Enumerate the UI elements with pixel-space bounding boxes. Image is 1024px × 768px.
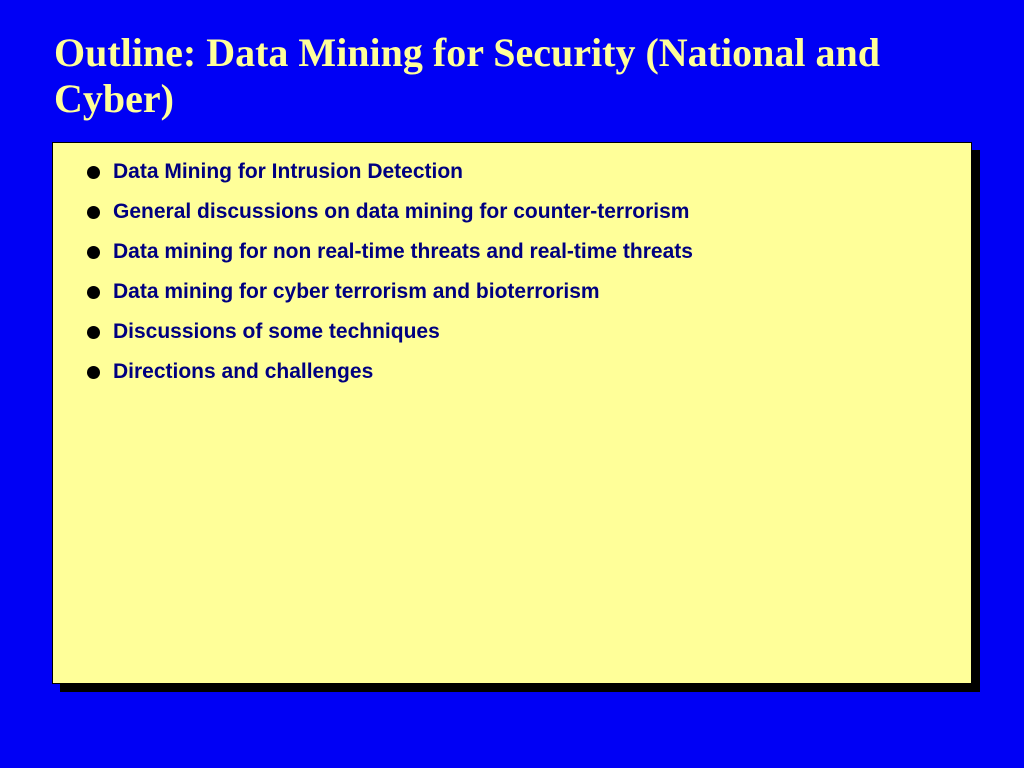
bullet-list (87, 152, 693, 392)
bullet-item (87, 352, 693, 392)
bullet-text: Directions and challenges (113, 360, 374, 383)
bullet-text: Data Mining for Intrusion Detection (113, 160, 463, 183)
bullet-item (87, 232, 693, 272)
bullet-item (87, 192, 693, 232)
bullet-dot-icon (87, 366, 100, 379)
bullet-dot-icon (87, 286, 100, 299)
bullet-text: Discussions of some techniques (113, 320, 440, 343)
bullet-dot-icon (87, 166, 100, 179)
slide-title: Outline: Data Mining for Security (National and Cyber) (54, 30, 880, 121)
bullet-dot-icon (87, 326, 100, 339)
content-panel (52, 142, 972, 684)
bullet-item (87, 272, 693, 312)
bullet-item (87, 152, 693, 192)
bullet-text: General discussions on data mining for counter-terrorism (113, 200, 690, 223)
bullet-item (87, 312, 693, 352)
bullet-dot-icon (87, 206, 100, 219)
bullet-dot-icon (87, 246, 100, 259)
bullet-text: Data mining for non real-time threats and real-time threats (113, 240, 693, 263)
bullet-text: Data mining for cyber terrorism and bioterrorism (113, 280, 600, 303)
